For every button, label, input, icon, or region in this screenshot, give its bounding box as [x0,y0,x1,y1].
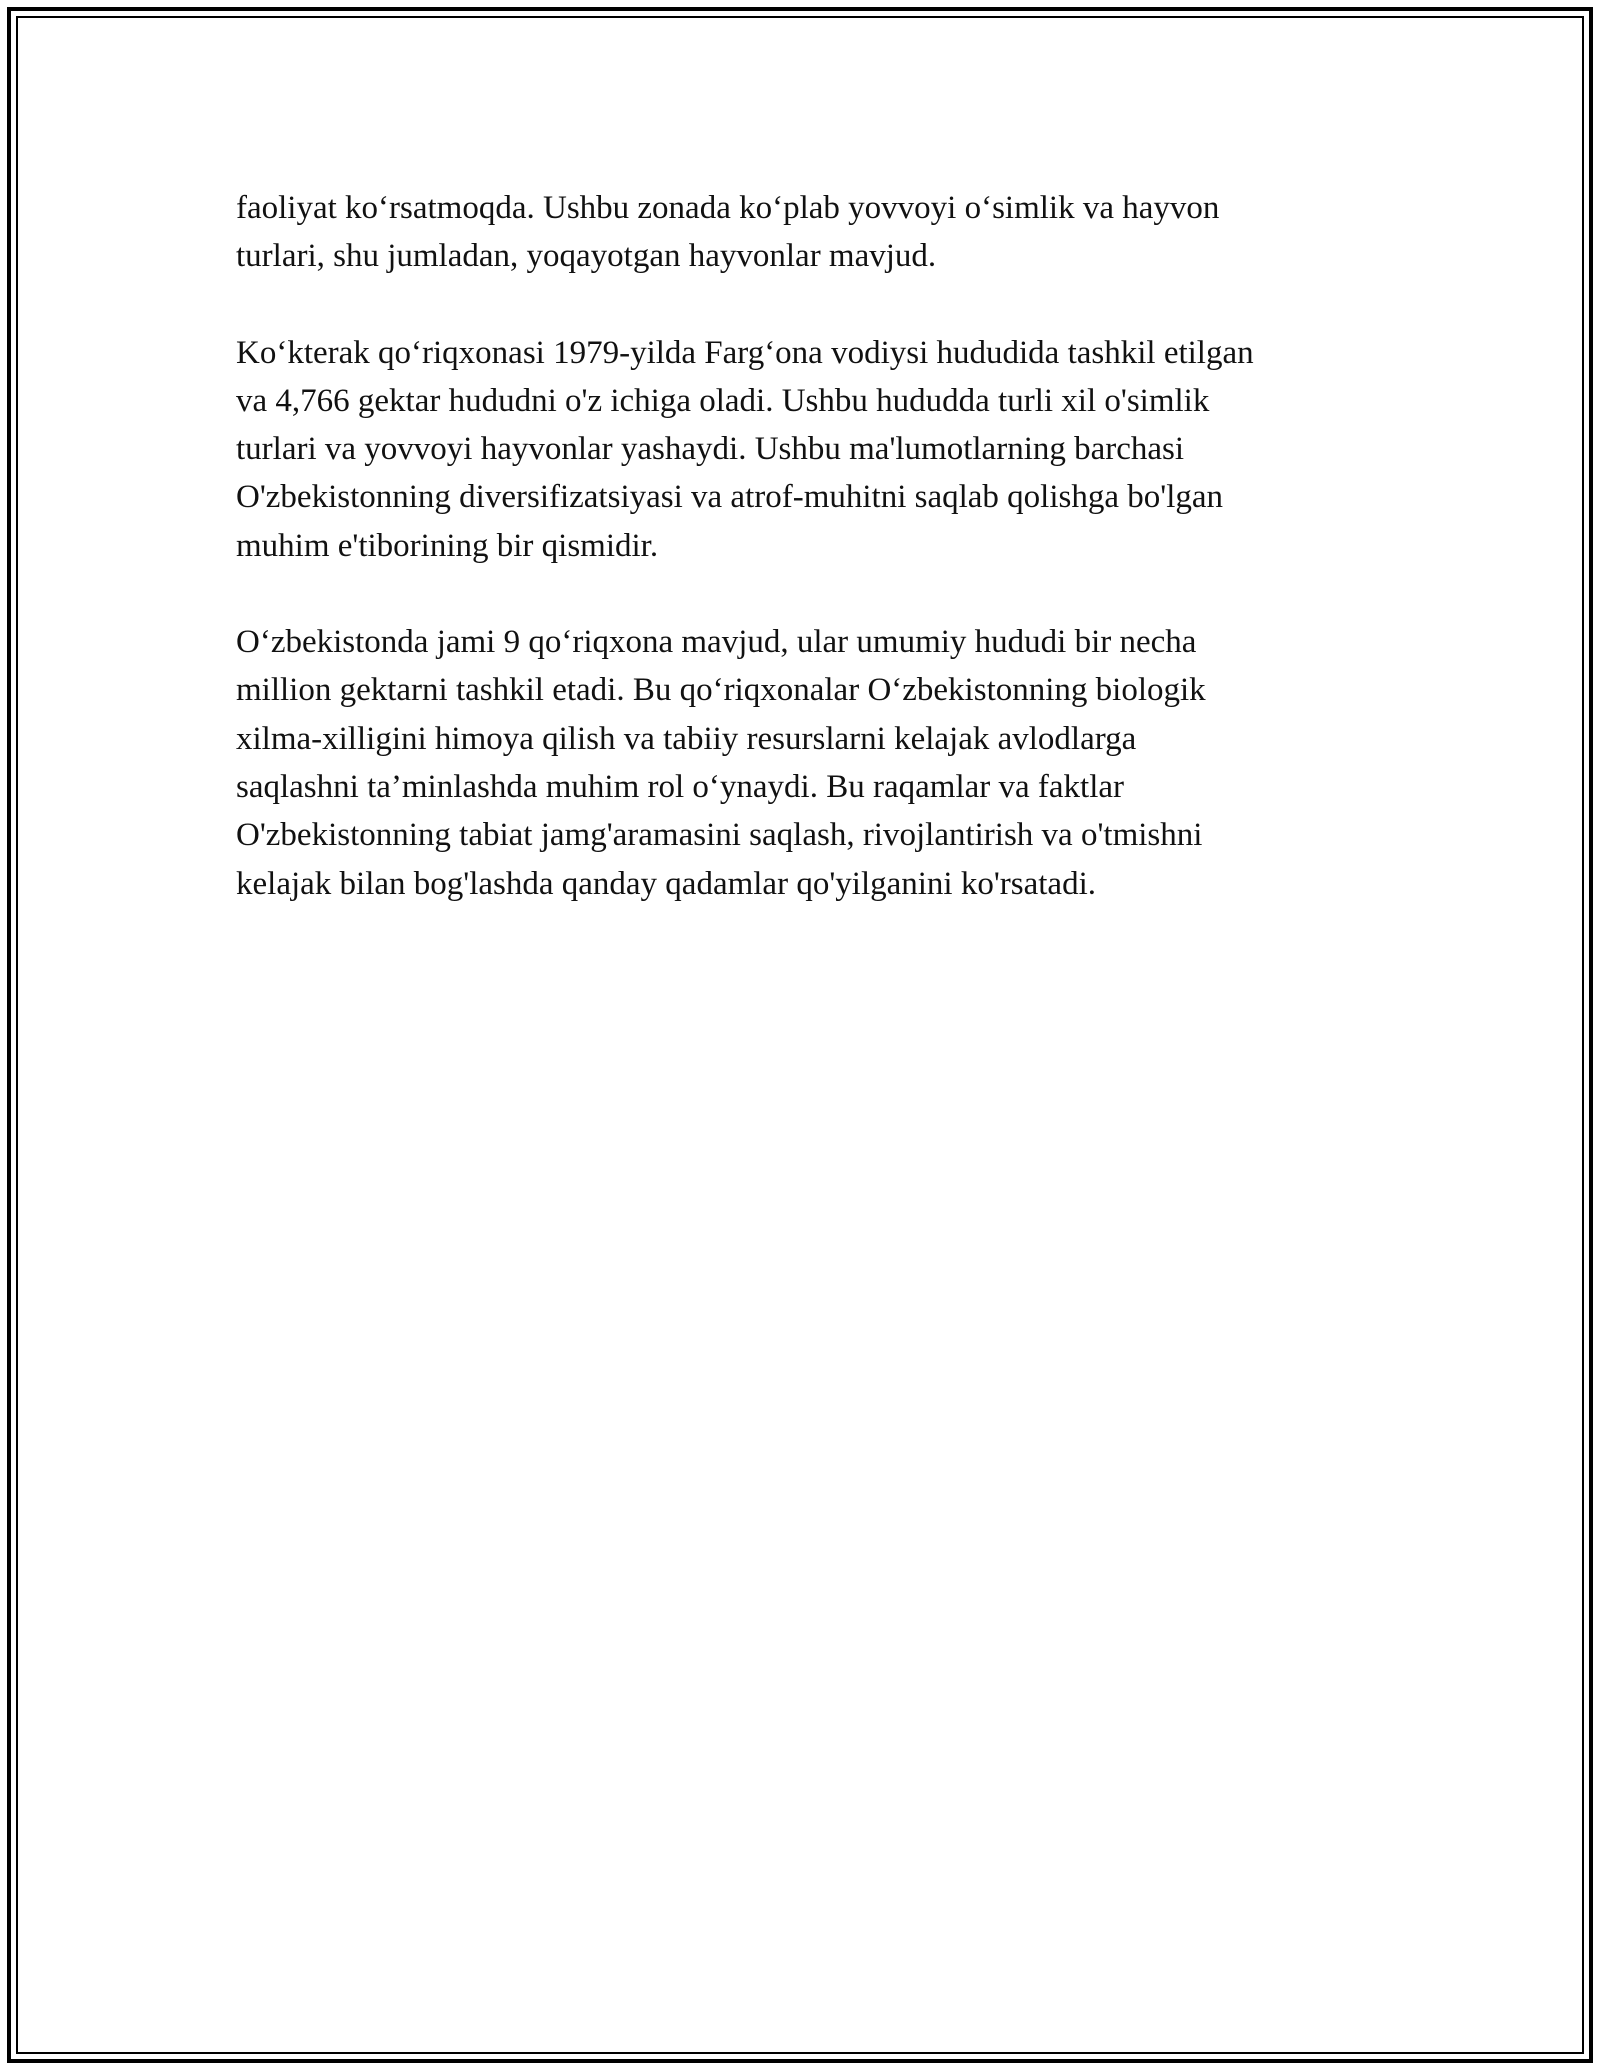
text-line: Ko‘kterak qo‘riqxonasi 1979-yilda Farg‘ona vodiysi hududida tashkil etilgan [236,334,1254,371]
text-line: xilma-xilligini himoya qilish va tabiiy resurslarni kelajak avlodlarga [236,720,1137,757]
text-line: turlari, shu jumladan, yoqayotgan hayvonlar mavjud. [236,238,937,275]
document-body [236,184,1386,956]
paragraph-kokterak-reserve [236,329,1386,570]
text-line: O‘zbekistonda jami 9 qo‘riqxona mavjud, ular umumiy hududi bir necha [236,624,1197,661]
text-line: kelajak bilan bog'lashda qanday qadamlar qo'yilganini ko'rsatadi. [236,865,1096,902]
text-line: va 4,766 gektar hududni o'z ichiga oladi. Ushbu hududda turli xil o'simlik [236,382,1210,419]
text-line: saqlashni ta’minlashda muhim rol o‘ynaydi. Bu raqamlar va faktlar [236,768,1125,805]
text-line: turlari va yovvoyi hayvonlar yashaydi. Ushbu ma'lumotlarning barchasi [236,431,1185,468]
paragraph-reserves-summary [236,618,1386,908]
text-line: O'zbekistonning tabiat jamg'aramasini saqlash, rivojlantirish va o'tmishni [236,817,1203,854]
text-line: O'zbekistonning diversifizatsiyasi va atrof-muhitni saqlab qolishga bo'lgan [236,479,1224,516]
text-line: faoliyat ko‘rsatmoqda. Ushbu zonada ko‘plab yovvoyi o‘simlik va hayvon [236,190,1220,226]
paragraph-continuation [236,184,1386,281]
text-line: muhim e'tiborining bir qismidir. [236,527,659,564]
text-line: million gektarni tashkil etadi. Bu qo‘riqxonalar O‘zbekistonning biologik [236,672,1206,709]
